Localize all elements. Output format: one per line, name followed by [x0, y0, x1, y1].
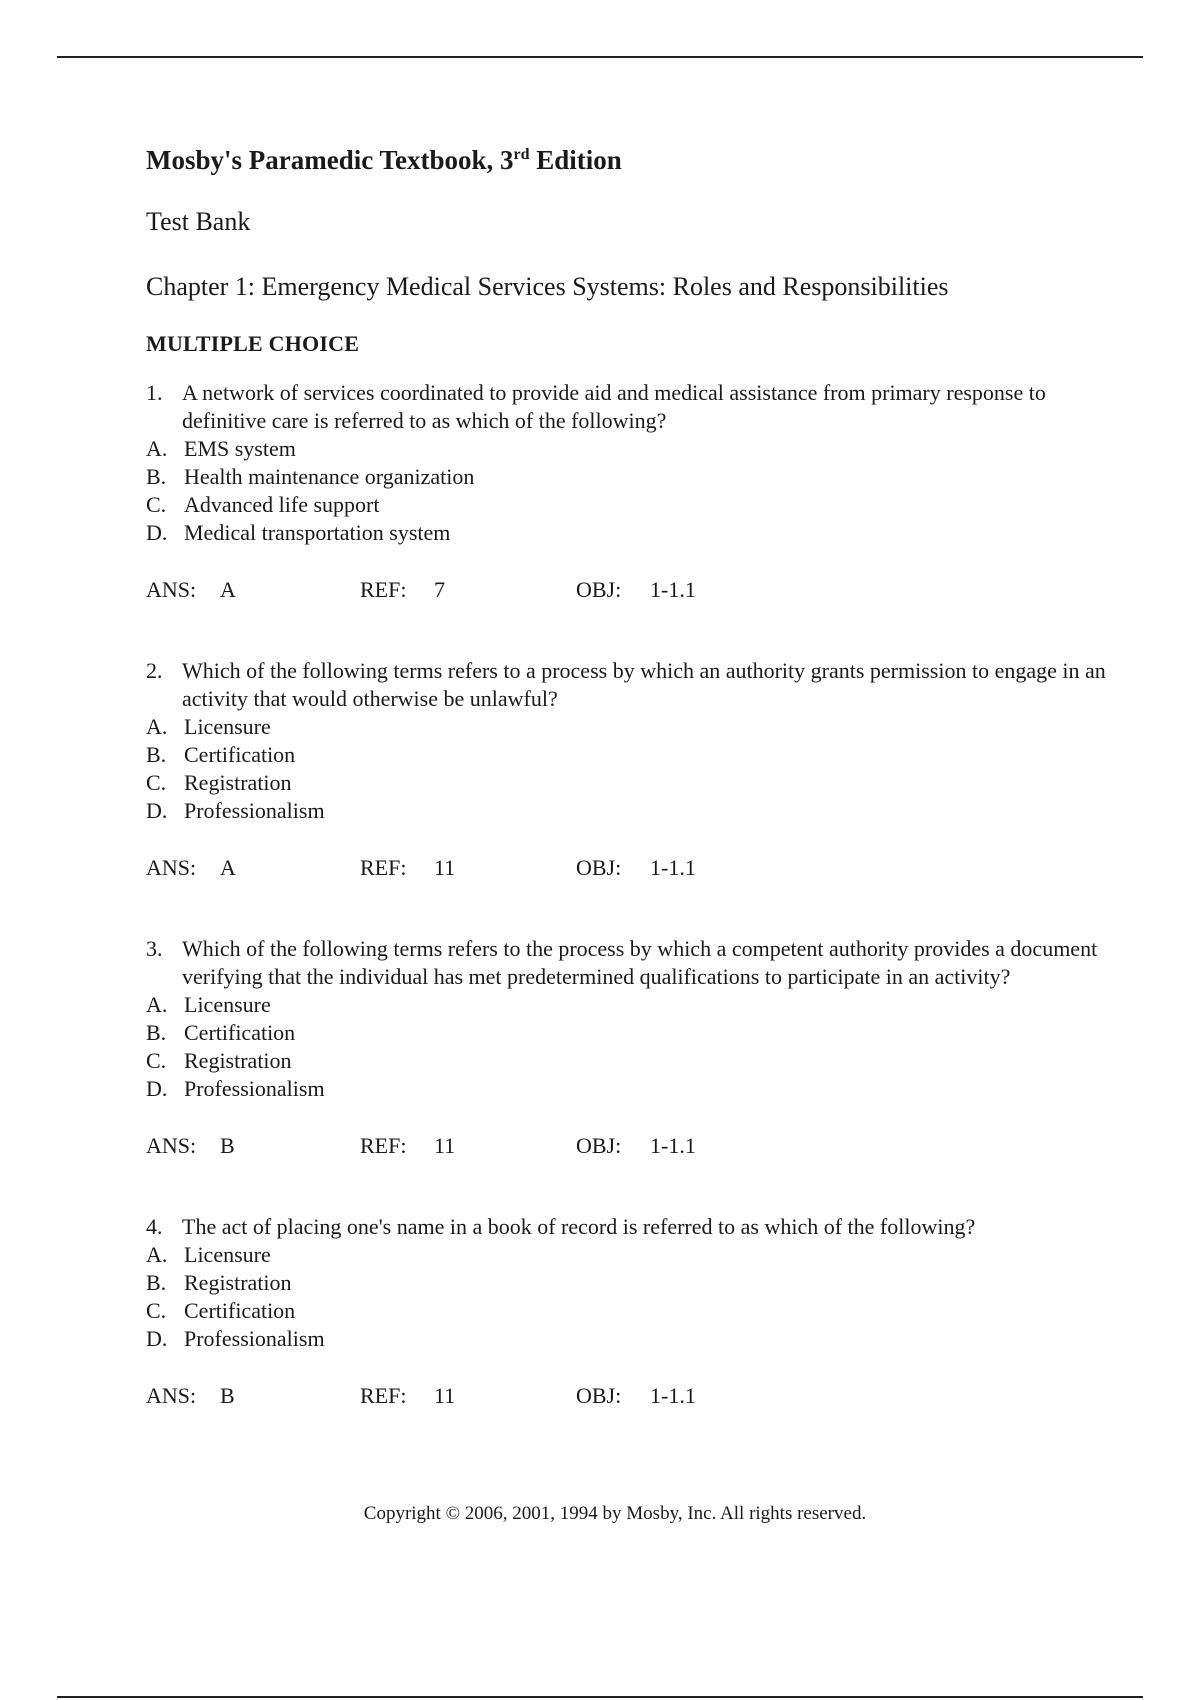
answer-metadata — [146, 853, 1106, 883]
objective — [576, 853, 696, 883]
question-number: 2. — [146, 658, 163, 683]
question-4 — [146, 1213, 1106, 1411]
option-letter: A. — [146, 1242, 168, 1267]
question-stem — [146, 379, 1106, 435]
option-text: Certification — [184, 1020, 296, 1045]
option-letter: C. — [146, 1298, 167, 1323]
answer-metadata — [146, 1131, 1106, 1161]
option-letter: C. — [146, 492, 167, 517]
option-text: Registration — [184, 1048, 292, 1073]
answer-metadata — [146, 575, 1106, 605]
ans-label: ANS: — [146, 1383, 197, 1408]
option-c — [146, 491, 1106, 519]
answer-options — [146, 713, 1106, 825]
answer-key — [146, 853, 236, 883]
obj-label: OBJ: — [576, 1133, 622, 1158]
question-number: 4. — [146, 1214, 163, 1239]
option-d — [146, 1075, 1106, 1103]
obj-value: 1-1.1 — [650, 855, 696, 880]
option-text: Professionalism — [184, 798, 325, 823]
ans-value: B — [220, 1133, 235, 1158]
option-text: Advanced life support — [184, 492, 380, 517]
section-heading: MULTIPLE CHOICE — [146, 331, 360, 356]
question-number: 1. — [146, 380, 163, 405]
obj-value: 1-1.1 — [650, 1383, 696, 1408]
option-letter: A. — [146, 436, 168, 461]
ref-label: REF: — [360, 1383, 407, 1408]
option-b — [146, 1019, 1106, 1047]
obj-label: OBJ: — [576, 855, 622, 880]
title-main: Mosby's Paramedic Textbook, 3 — [146, 145, 514, 175]
ref-value: 11 — [434, 1133, 456, 1158]
option-text: Certification — [184, 742, 296, 767]
option-text: Registration — [184, 1270, 292, 1295]
option-b — [146, 463, 1106, 491]
page-content — [146, 140, 1106, 1411]
option-text: Certification — [184, 1298, 296, 1323]
option-letter: A. — [146, 992, 168, 1017]
option-c — [146, 1047, 1106, 1075]
answer-metadata — [146, 1381, 1106, 1411]
page-reference — [360, 1131, 455, 1161]
option-text: Registration — [184, 770, 292, 795]
option-text: Health maintenance organization — [184, 464, 475, 489]
ans-label: ANS: — [146, 577, 197, 602]
copyright-footer: Copyright © 2006, 2001, 1994 by Mosby, Inc. All rights reserved. — [363, 1503, 867, 1524]
option-letter: A. — [146, 714, 168, 739]
ans-label: ANS: — [146, 855, 197, 880]
question-text: Which of the following terms refers to the process by which a competent authority provides a document verifying that the individual has met predetermined qualifications to participate in an activity? — [182, 936, 1098, 989]
option-letter: D. — [146, 1326, 168, 1351]
question-stem — [146, 1213, 1106, 1241]
option-d — [146, 1325, 1106, 1353]
ans-value: A — [220, 855, 236, 880]
page-reference — [360, 575, 445, 605]
option-text: Licensure — [184, 1242, 271, 1267]
option-letter: D. — [146, 798, 168, 823]
option-a — [146, 991, 1106, 1019]
option-letter: B. — [146, 1020, 167, 1045]
option-letter: C. — [146, 1048, 167, 1073]
obj-label: OBJ: — [576, 1383, 622, 1408]
option-letter: D. — [146, 520, 168, 545]
option-text: Medical transportation system — [184, 520, 451, 545]
ref-label: REF: — [360, 577, 407, 602]
objective — [576, 1381, 696, 1411]
question-2 — [146, 657, 1106, 883]
question-1 — [146, 379, 1106, 605]
option-letter: D. — [146, 1076, 168, 1101]
option-letter: B. — [146, 1270, 167, 1295]
answer-key — [146, 575, 236, 605]
option-text: Professionalism — [184, 1076, 325, 1101]
ref-value: 11 — [434, 855, 456, 880]
bottom-rule — [57, 1696, 1143, 1698]
option-c — [146, 769, 1106, 797]
answer-options — [146, 991, 1106, 1103]
top-rule — [57, 56, 1143, 58]
title-tail: Edition — [529, 145, 622, 175]
option-a — [146, 435, 1106, 463]
obj-value: 1-1.1 — [650, 577, 696, 602]
option-letter: B. — [146, 464, 167, 489]
ref-value: 11 — [434, 1383, 456, 1408]
option-text: EMS system — [184, 436, 296, 461]
option-text: Licensure — [184, 992, 271, 1017]
question-stem — [146, 657, 1106, 713]
question-text: The act of placing one's name in a book of record is referred to as which of the following? — [182, 1214, 976, 1239]
ref-value: 7 — [434, 577, 445, 602]
option-a — [146, 1241, 1106, 1269]
answer-options — [146, 1241, 1106, 1353]
page-reference — [360, 853, 455, 883]
document-subtitle: Test Bank — [146, 207, 251, 236]
question-text: A network of services coordinated to provide aid and medical assistance from primary response to definitive care is referred to as which of the following? — [182, 380, 1046, 433]
document-title — [146, 140, 1106, 180]
option-letter: B. — [146, 742, 167, 767]
option-text: Professionalism — [184, 1326, 325, 1351]
answer-options — [146, 435, 1106, 547]
answer-key — [146, 1381, 235, 1411]
answer-key — [146, 1131, 235, 1161]
title-superscript: rd — [513, 146, 530, 163]
ans-label: ANS: — [146, 1133, 197, 1158]
question-text: Which of the following terms refers to a process by which an authority grants permission to engage in an activity that would otherwise be unlawful? — [182, 658, 1106, 711]
question-number: 3. — [146, 936, 163, 961]
ref-label: REF: — [360, 1133, 407, 1158]
obj-value: 1-1.1 — [650, 1133, 696, 1158]
page-reference — [360, 1381, 455, 1411]
question-list — [146, 379, 1106, 1411]
option-a — [146, 713, 1106, 741]
question-3 — [146, 935, 1106, 1161]
option-text: Licensure — [184, 714, 271, 739]
option-d — [146, 797, 1106, 825]
ans-value: B — [220, 1383, 235, 1408]
ref-label: REF: — [360, 855, 407, 880]
ans-value: A — [220, 577, 236, 602]
chapter-heading: Chapter 1: Emergency Medical Services Systems: Roles and Responsibilities — [146, 272, 949, 301]
option-d — [146, 519, 1106, 547]
option-c — [146, 1297, 1106, 1325]
option-b — [146, 1269, 1106, 1297]
obj-label: OBJ: — [576, 577, 622, 602]
question-stem — [146, 935, 1106, 991]
objective — [576, 1131, 696, 1161]
option-letter: C. — [146, 770, 167, 795]
objective — [576, 575, 696, 605]
option-b — [146, 741, 1106, 769]
